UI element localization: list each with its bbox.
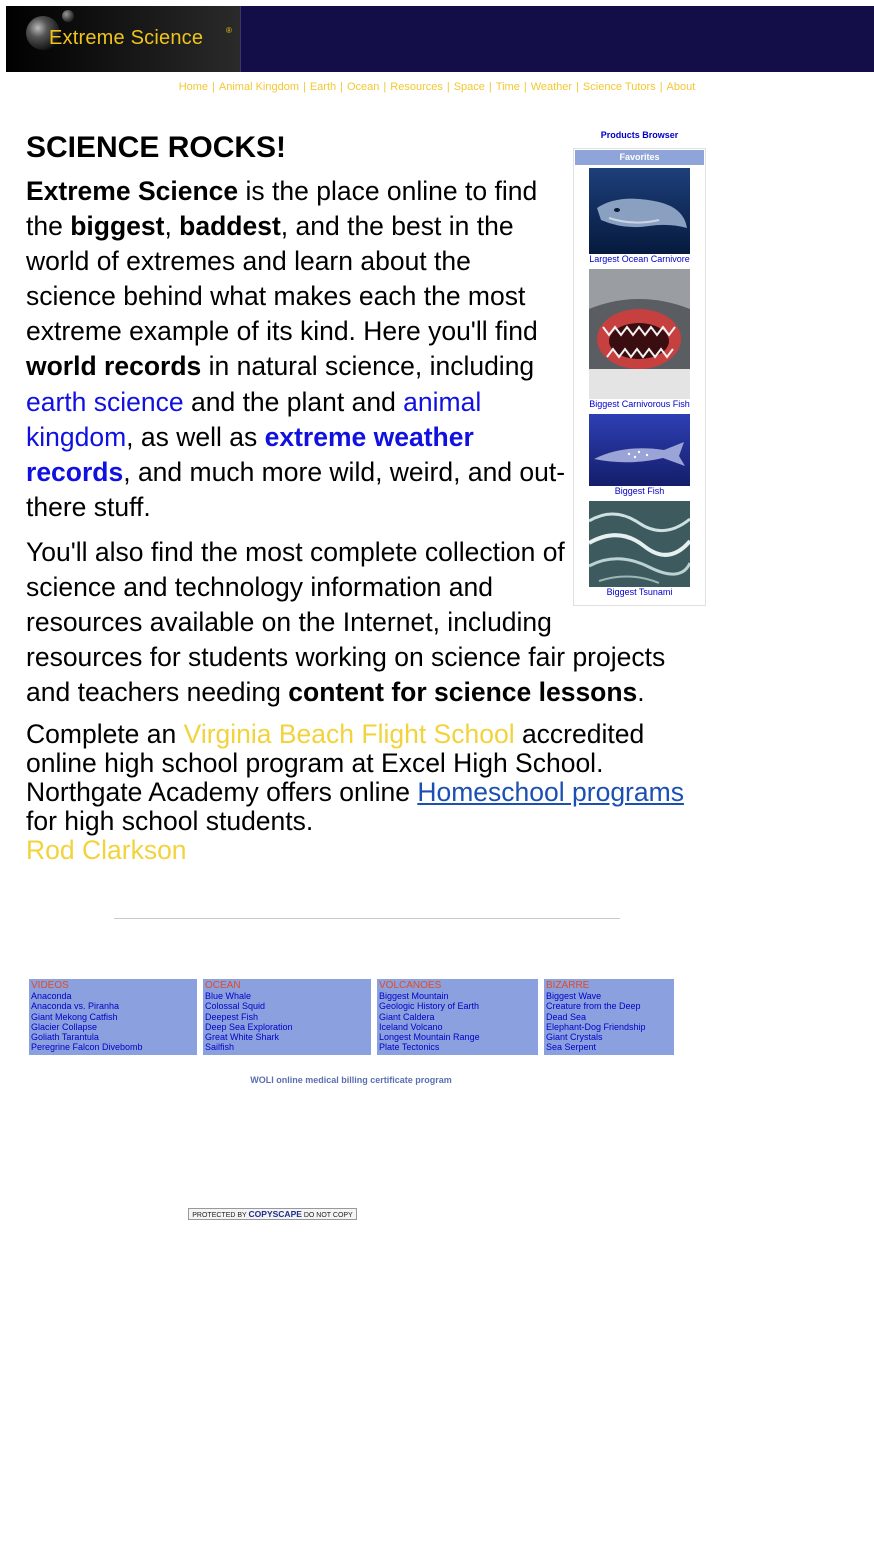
homeschool-link[interactable]: Homeschool programs [417, 777, 684, 808]
animal-kingdom-link[interactable]: animal kingdom [26, 386, 482, 452]
promo-text: for high school students. [26, 806, 314, 837]
category-link[interactable]: Longest Mountain Range [379, 1032, 480, 1043]
favorites-box [573, 148, 706, 606]
favorite-caption[interactable]: Largest Ocean Carnivore [589, 254, 690, 264]
category-link[interactable]: Deep Sea Exploration [205, 1021, 293, 1032]
nav-ocean[interactable]: Ocean [347, 81, 380, 93]
nav-earth[interactable]: Earth [309, 81, 337, 93]
tsunami-image[interactable] [589, 501, 690, 587]
main-content [26, 130, 706, 865]
category-link[interactable]: Anaconda [31, 991, 72, 1002]
copyscape-badge[interactable] [188, 1208, 357, 1220]
favorite-caption[interactable]: Biggest Carnivorous Fish [589, 399, 690, 409]
intro-text: , and much more wild, weird, and out-there stuff. [26, 456, 566, 522]
nav-animal-kingdom[interactable]: Animal Kingdom [218, 81, 299, 93]
nav-science-tutors[interactable]: Science Tutors [582, 81, 656, 93]
promo-text: Complete an [26, 719, 184, 750]
divider [114, 918, 620, 919]
category-link[interactable]: Anaconda vs. Piranha [31, 1001, 120, 1012]
intro-bold: biggest [70, 211, 165, 242]
site-logo[interactable] [6, 6, 241, 72]
nav-weather[interactable]: Weather [530, 81, 573, 93]
author-link[interactable]: Rod Clarkson [26, 835, 187, 866]
category-link[interactable]: Blue Whale [205, 991, 252, 1002]
intro-text: and the plant and [183, 386, 404, 417]
favorite-caption[interactable]: Biggest Fish [614, 486, 665, 496]
category-link[interactable]: Biggest Wave [546, 991, 602, 1002]
category-ocean [203, 979, 371, 1055]
category-link[interactable]: Colossal Squid [205, 1001, 266, 1012]
nav-separator: | [340, 81, 343, 93]
page-title: SCIENCE ROCKS! [26, 131, 287, 164]
nav-separator: | [212, 81, 215, 93]
favorite-item[interactable] [575, 501, 704, 598]
top-nav [0, 81, 874, 93]
favorite-caption[interactable]: Biggest Tsunami [606, 587, 673, 597]
category-link[interactable]: Peregrine Falcon Divebomb [31, 1042, 143, 1053]
category-link[interactable]: Goliath Tarantula [31, 1032, 99, 1043]
intro-text: is the place online to find the [26, 176, 538, 242]
category-link[interactable]: Creature from the Deep [546, 1001, 641, 1012]
category-link[interactable]: Great White Shark [205, 1032, 280, 1043]
registered-mark: ® [226, 26, 232, 35]
copyscape-text: PROTECTED BY [192, 1212, 249, 1219]
nav-separator: | [383, 81, 387, 93]
whale-shark-image[interactable] [589, 414, 690, 486]
nav-about[interactable]: About [666, 81, 696, 93]
intro-text: , and the best in the world of extremes and learn about the science behind what makes each the most extreme example of its kind. Here you'll find [26, 211, 538, 347]
intro-bold: world records [26, 351, 202, 382]
flight-school-link[interactable]: Virginia Beach Flight School [183, 719, 515, 750]
category-bizarre [544, 979, 674, 1055]
shark-jaws-image[interactable] [589, 269, 690, 399]
intro-text: , as well as [126, 421, 265, 452]
extreme-weather-link[interactable]: extreme weather records [26, 421, 474, 487]
category-link[interactable]: Plate Tectonics [379, 1042, 440, 1053]
woli-link[interactable]: WOLI online medical billing certificate program [250, 1075, 452, 1085]
copyscape-text: DO NOT COPY [301, 1212, 353, 1219]
nav-separator: | [523, 81, 527, 93]
category-link[interactable]: Giant Crystals [546, 1032, 603, 1043]
intro-text: , [164, 211, 180, 242]
favorite-item[interactable] [575, 168, 704, 265]
category-link[interactable]: Giant Mekong Catfish [31, 1011, 118, 1022]
category-volcanoes [377, 979, 538, 1055]
favorites-header: Favorites [575, 150, 704, 165]
category-title: VIDEOS [31, 980, 69, 991]
products-browser-title: Products Browser [600, 130, 679, 140]
nav-separator: | [446, 81, 450, 93]
resources-bold: content for science lessons [288, 677, 638, 708]
promo-block [26, 720, 706, 865]
category-title: VOLCANOES [379, 980, 442, 991]
category-link[interactable]: Geologic History of Earth [379, 1001, 480, 1012]
nav-home[interactable]: Home [178, 81, 209, 93]
category-videos [29, 979, 197, 1055]
category-title: OCEAN [205, 980, 241, 991]
nav-space[interactable]: Space [453, 81, 485, 93]
logo-small-sphere-icon [62, 10, 74, 22]
category-link[interactable]: Elephant-Dog Friendship [546, 1021, 646, 1032]
intro-bold: Extreme Science [26, 176, 239, 206]
logo-text: Extreme Science [49, 27, 204, 49]
nav-resources[interactable]: Resources [390, 81, 443, 93]
category-link[interactable]: Sea Serpent [546, 1042, 597, 1053]
nav-separator: | [659, 81, 663, 93]
whale-image[interactable] [589, 168, 690, 254]
category-link[interactable]: Dead Sea [546, 1011, 587, 1022]
category-link[interactable]: Iceland Volcano [379, 1021, 443, 1032]
intro-text: in natural science, including [201, 351, 535, 382]
promo-text: accredited online high school program at Excel High School. Northgate Academy offers online [26, 719, 645, 808]
copyscape-brand: COPYSCAPE [248, 1209, 302, 1219]
favorite-item[interactable] [575, 414, 704, 497]
earth-science-link[interactable]: earth science [26, 386, 184, 417]
category-link[interactable]: Deepest Fish [205, 1011, 259, 1022]
nav-time[interactable]: Time [495, 81, 520, 93]
resources-text: You'll also find the most complete collection of science and technology information and resources available on the Internet, including resources for students working on science fair projects and teachers needing [26, 536, 666, 708]
nav-separator: | [302, 81, 306, 93]
products-browser [573, 130, 706, 606]
favorite-item[interactable] [575, 269, 704, 410]
nav-separator: | [488, 81, 492, 93]
category-link[interactable]: Glacier Collapse [31, 1021, 98, 1032]
nav-separator: | [576, 81, 579, 93]
intro-bold: baddest [179, 211, 281, 242]
category-link[interactable]: Sailfish [205, 1042, 235, 1053]
resources-text: . [637, 677, 645, 708]
category-title: BIZARRE [546, 980, 590, 991]
category-link[interactable]: Giant Caldera [379, 1011, 435, 1022]
site-header [6, 6, 874, 72]
category-link[interactable]: Biggest Mountain [379, 991, 449, 1002]
